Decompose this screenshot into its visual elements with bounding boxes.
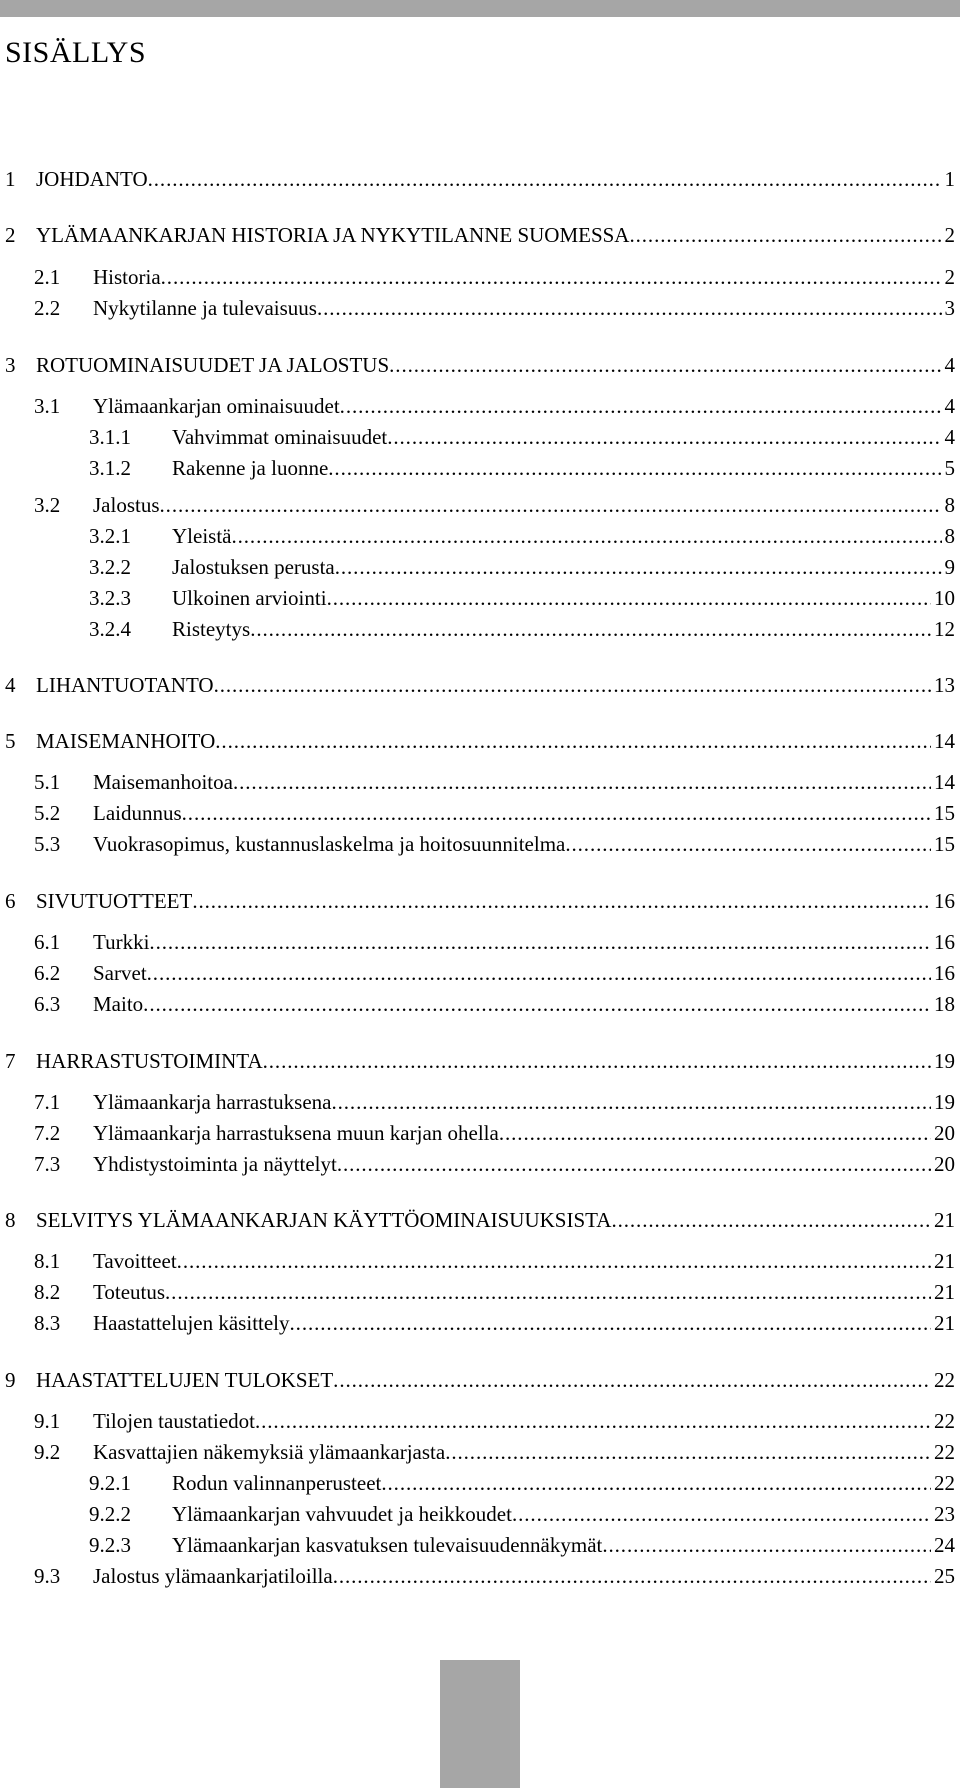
toc-entry-title: SELVITYS YLÄMAANKARJAN KÄYTTÖOMINAISUUKSISTA xyxy=(36,1208,612,1232)
toc-entry[interactable] xyxy=(0,1561,960,1591)
toc-entry-number: 8.1 xyxy=(34,1249,61,1273)
toc-entry[interactable] xyxy=(0,886,960,916)
toc-entry-number: 2.1 xyxy=(34,265,61,289)
toc-leader-dots xyxy=(565,829,931,859)
toc-leader-dots xyxy=(499,1118,931,1148)
toc-entry-line xyxy=(93,391,955,421)
toc-entry-title: Jalostuksen perusta xyxy=(172,555,335,579)
toc-entry-page: 4 xyxy=(944,425,955,449)
toc-entry-line xyxy=(172,614,955,644)
toc-entry-number: 8 xyxy=(5,1208,16,1232)
toc-entry[interactable] xyxy=(0,989,960,1019)
toc-entry[interactable] xyxy=(0,1499,960,1529)
toc-entry-title: Ylämaankarja harrastuksena xyxy=(93,1090,332,1114)
toc-entry-title: Rodun valinnanperusteet xyxy=(172,1471,382,1495)
toc-entry-page: 21 xyxy=(934,1311,955,1335)
toc-leader-dots xyxy=(215,726,931,756)
toc-leader-dots xyxy=(327,583,931,613)
toc-entry-page: 4 xyxy=(944,394,955,418)
toc-entry-page: 22 xyxy=(934,1471,955,1495)
toc-entry-line xyxy=(172,453,955,483)
toc-entry-page: 21 xyxy=(934,1249,955,1273)
toc-entry-title: Vahvimmat ominaisuudet xyxy=(172,425,388,449)
toc-leader-dots xyxy=(214,670,931,700)
toc-entry-title: Vuokrasopimus, kustannuslaskelma ja hoitosuunnitelma xyxy=(93,832,566,856)
toc-entry-line xyxy=(93,1561,955,1591)
toc-entry-number: 3.1 xyxy=(34,394,61,418)
toc-leader-dots xyxy=(149,927,931,957)
toc-leader-dots xyxy=(233,767,931,797)
toc-entry-number: 9.2.2 xyxy=(89,1502,131,1526)
toc-entry[interactable] xyxy=(0,552,960,582)
toc-entry-title: Ylämaankarjan kasvatuksen tulevaisuudennäkymät xyxy=(172,1533,603,1557)
toc-entry-line xyxy=(36,670,955,700)
toc-entry-page: 19 xyxy=(934,1049,955,1073)
toc-entry-number: 5.1 xyxy=(34,770,61,794)
toc-leader-dots xyxy=(317,293,942,323)
toc-entry-line xyxy=(93,1437,955,1467)
toc-entry-number: 9.2 xyxy=(34,1440,61,1464)
toc-entry-number: 3.2.1 xyxy=(89,524,131,548)
toc-leader-dots xyxy=(328,453,941,483)
toc-leader-dots xyxy=(263,1046,931,1076)
toc-leader-dots xyxy=(160,490,942,520)
toc-entry-line xyxy=(93,293,955,323)
toc-entry-title: Maisemanhoitoa xyxy=(93,770,233,794)
toc-entry-line xyxy=(172,583,955,613)
toc-entry-number: 5.2 xyxy=(34,801,61,825)
toc-entry-title: HAASTATTELUJEN TULOKSET xyxy=(36,1368,334,1392)
toc-entry-page: 12 xyxy=(934,617,955,641)
top-decorative-bar xyxy=(0,0,960,17)
toc-entry-number: 3.1.1 xyxy=(89,425,131,449)
toc-entry-number: 6.1 xyxy=(34,930,61,954)
toc-entry[interactable] xyxy=(0,614,960,644)
toc-entry-page: 15 xyxy=(934,832,955,856)
toc-entry-number: 9 xyxy=(5,1368,16,1392)
toc-entry-number: 7.3 xyxy=(34,1152,61,1176)
toc-entry-number: 7.1 xyxy=(34,1090,61,1114)
toc-leader-dots xyxy=(182,798,931,828)
toc-entry-page: 16 xyxy=(934,961,955,985)
toc-entry-line xyxy=(93,798,955,828)
toc-entry[interactable] xyxy=(0,1205,960,1235)
toc-entry-number: 9.3 xyxy=(34,1564,61,1588)
toc-leader-dots xyxy=(192,886,931,916)
toc-entry-page: 16 xyxy=(934,930,955,954)
toc-entry-title: Tilojen taustatiedot xyxy=(93,1409,255,1433)
toc-entry-page: 18 xyxy=(934,992,955,1016)
toc-entry[interactable] xyxy=(0,422,960,452)
toc-entry[interactable] xyxy=(0,350,960,380)
toc-leader-dots xyxy=(148,164,942,194)
toc-entry-number: 5.3 xyxy=(34,832,61,856)
toc-entry-title: ROTUOMINAISUUDET JA JALOSTUS xyxy=(36,353,390,377)
toc-entry-number: 6.3 xyxy=(34,992,61,1016)
toc-entry-title: Laidunnus xyxy=(93,801,182,825)
toc-leader-dots xyxy=(290,1308,931,1338)
toc-entry-line xyxy=(93,490,955,520)
toc-entry-line xyxy=(36,1365,955,1395)
toc-entry-page: 21 xyxy=(934,1208,955,1232)
toc-entry-title: Maito xyxy=(93,992,144,1016)
toc-entry[interactable] xyxy=(0,670,960,700)
toc-entry-number: 3.2 xyxy=(34,493,61,517)
toc-leader-dots xyxy=(143,989,931,1019)
toc-leader-dots xyxy=(177,1246,931,1276)
toc-entry-number: 3.1.2 xyxy=(89,456,131,480)
toc-leader-dots xyxy=(335,552,942,582)
toc-entry[interactable] xyxy=(0,767,960,797)
toc-entry-page: 2 xyxy=(944,223,955,247)
toc-entry-page: 19 xyxy=(934,1090,955,1114)
toc-entry-title: Tavoitteet xyxy=(93,1249,177,1273)
toc-leader-dots xyxy=(611,1205,931,1235)
toc-entry-page: 10 xyxy=(934,586,955,610)
toc-entry-line xyxy=(93,1087,955,1117)
toc-entry-number: 1 xyxy=(5,167,16,191)
toc-entry-title: Ylämaankarjan vahvuudet ja heikkoudet xyxy=(172,1502,512,1526)
toc-entry-title: Yleistä xyxy=(172,524,232,548)
toc-entry-number: 9.1 xyxy=(34,1409,61,1433)
toc-leader-dots xyxy=(147,958,931,988)
toc-entry-line xyxy=(36,220,955,250)
toc-entry-line xyxy=(93,927,955,957)
toc-entry-line xyxy=(36,726,955,756)
toc-entry-line xyxy=(172,1499,955,1529)
toc-entry-page: 4 xyxy=(944,353,955,377)
toc-entry-number: 5 xyxy=(5,729,16,753)
toc-entry[interactable] xyxy=(0,1277,960,1307)
toc-entry[interactable] xyxy=(0,1406,960,1436)
toc-entry[interactable] xyxy=(0,164,960,194)
toc-entry-line xyxy=(93,958,955,988)
toc-entry-page: 14 xyxy=(934,770,955,794)
toc-entry[interactable] xyxy=(0,1365,960,1395)
toc-entry[interactable] xyxy=(0,726,960,756)
toc-entry-page: 8 xyxy=(944,493,955,517)
toc-entry-number: 9.2.3 xyxy=(89,1533,131,1557)
toc-entry-title: HARRASTUSTOIMINTA xyxy=(36,1049,263,1073)
toc-entry-page: 16 xyxy=(934,889,955,913)
toc-entry-title: Nykytilanne ja tulevaisuus xyxy=(93,296,317,320)
toc-entry[interactable] xyxy=(0,490,960,520)
toc-entry-line xyxy=(36,1046,955,1076)
toc-entry-page: 5 xyxy=(944,456,955,480)
footer-page-box xyxy=(440,1660,520,1788)
toc-entry-number: 7 xyxy=(5,1049,16,1073)
toc-entry[interactable] xyxy=(0,1246,960,1276)
toc-leader-dots xyxy=(333,1365,931,1395)
toc-entry-title: YLÄMAANKARJAN HISTORIA JA NYKYTILANNE SUOMESSA xyxy=(36,223,630,247)
toc-leader-dots xyxy=(381,1468,931,1498)
toc-entry-number: 2.2 xyxy=(34,296,61,320)
toc-entry-title: Ylämaankarja harrastuksena muun karjan ohella xyxy=(93,1121,499,1145)
toc-entry-number: 3.2.4 xyxy=(89,617,131,641)
toc-entry-line xyxy=(36,1205,955,1235)
toc-entry-number: 6.2 xyxy=(34,961,61,985)
toc-entry-line xyxy=(172,422,955,452)
toc-entry[interactable] xyxy=(0,829,960,859)
toc-entry-page: 21 xyxy=(934,1280,955,1304)
toc-entry-title: Jalostus xyxy=(93,493,160,517)
toc-entry-title: SIVUTUOTTEET xyxy=(36,889,193,913)
toc-entry-line xyxy=(36,164,955,194)
toc-entry-line xyxy=(172,521,955,551)
toc-entry-line xyxy=(93,262,955,292)
toc-entry-title: Turkki xyxy=(93,930,150,954)
toc-entry-number: 7.2 xyxy=(34,1121,61,1145)
toc-leader-dots xyxy=(340,391,942,421)
toc-entry[interactable] xyxy=(0,1118,960,1148)
toc-entry-page: 20 xyxy=(934,1121,955,1145)
toc-entry-title: Ulkoinen arviointi xyxy=(172,586,327,610)
toc-entry-page: 1 xyxy=(944,167,955,191)
toc-leader-dots xyxy=(629,220,941,250)
toc-entry-page: 9 xyxy=(944,555,955,579)
toc-entry-title: Haastattelujen käsittely xyxy=(93,1311,290,1335)
toc-entry-line xyxy=(93,1246,955,1276)
toc-entry-line xyxy=(93,767,955,797)
toc-leader-dots xyxy=(512,1499,931,1529)
toc-entry-number: 3.2.3 xyxy=(89,586,131,610)
toc-entry-number: 3 xyxy=(5,353,16,377)
toc-leader-dots xyxy=(255,1406,931,1436)
toc-leader-dots xyxy=(250,614,931,644)
toc-entry-line xyxy=(93,829,955,859)
toc-entry[interactable] xyxy=(0,453,960,483)
toc-entry-page: 8 xyxy=(944,524,955,548)
toc-entry-title: Sarvet xyxy=(93,961,147,985)
toc-entry-title: JOHDANTO xyxy=(36,167,148,191)
toc-entry-line xyxy=(36,886,955,916)
toc-entry-line xyxy=(93,1277,955,1307)
toc-entry-number: 6 xyxy=(5,889,16,913)
toc-leader-dots xyxy=(389,350,941,380)
toc-entry-page: 15 xyxy=(934,801,955,825)
toc-leader-dots xyxy=(231,521,941,551)
toc-leader-dots xyxy=(337,1149,931,1179)
toc-entry-title: MAISEMANHOITO xyxy=(36,729,216,753)
toc-entry-page: 22 xyxy=(934,1440,955,1464)
toc-entry-line xyxy=(172,1530,955,1560)
toc-entry-line xyxy=(93,989,955,1019)
toc-entry-number: 3.2.2 xyxy=(89,555,131,579)
toc-entry[interactable] xyxy=(0,1437,960,1467)
toc-entry-title: Kasvattajien näkemyksiä ylämaankarjasta xyxy=(93,1440,446,1464)
toc-entry-line xyxy=(93,1406,955,1436)
toc-entry-page: 23 xyxy=(934,1502,955,1526)
toc-entry-number: 4 xyxy=(5,673,16,697)
toc-entry[interactable] xyxy=(0,1046,960,1076)
toc-entry-title: Yhdistystoiminta ja näyttelyt xyxy=(93,1152,337,1176)
toc-leader-dots xyxy=(331,1087,931,1117)
toc-entry[interactable] xyxy=(0,262,960,292)
toc-entry-page: 14 xyxy=(934,729,955,753)
toc-entry[interactable] xyxy=(0,1308,960,1338)
toc-entry-title: Historia xyxy=(93,265,161,289)
toc-leader-dots xyxy=(387,422,941,452)
toc-entry-page: 2 xyxy=(944,265,955,289)
toc-entry-number: 8.2 xyxy=(34,1280,61,1304)
toc-entry-page: 20 xyxy=(934,1152,955,1176)
toc-entry[interactable] xyxy=(0,293,960,323)
toc-entry-line xyxy=(93,1118,955,1148)
toc-leader-dots xyxy=(161,262,942,292)
toc-entry[interactable] xyxy=(0,391,960,421)
toc-entry-page: 3 xyxy=(944,296,955,320)
toc-entry-line xyxy=(93,1308,955,1338)
toc-title: SISÄLLYS xyxy=(5,36,147,69)
toc-entry-title: Rakenne ja luonne xyxy=(172,456,329,480)
toc-entry[interactable] xyxy=(0,927,960,957)
toc-entry-title: Toteutus xyxy=(93,1280,166,1304)
toc-entry-number: 8.3 xyxy=(34,1311,61,1335)
toc-entry-number: 9.2.1 xyxy=(89,1471,131,1495)
toc-entry[interactable] xyxy=(0,1530,960,1560)
toc-leader-dots xyxy=(602,1530,931,1560)
toc-entry-line xyxy=(93,1149,955,1179)
toc-entry-page: 22 xyxy=(934,1409,955,1433)
toc-leader-dots xyxy=(445,1437,931,1467)
toc-entry-page: 25 xyxy=(934,1564,955,1588)
toc-entry-title: Risteytys xyxy=(172,617,251,641)
toc-entry[interactable] xyxy=(0,220,960,250)
toc-leader-dots xyxy=(165,1277,931,1307)
toc-entry-number: 2 xyxy=(5,223,16,247)
toc-entry-line xyxy=(36,350,955,380)
toc-entry[interactable] xyxy=(0,583,960,613)
toc-entry-title: Jalostus ylämaankarjatiloilla xyxy=(93,1564,333,1588)
toc-entry-title: Ylämaankarjan ominaisuudet xyxy=(93,394,340,418)
toc-entry-page: 22 xyxy=(934,1368,955,1392)
toc-entry-line xyxy=(172,1468,955,1498)
toc-entry-line xyxy=(172,552,955,582)
toc-entry[interactable] xyxy=(0,1149,960,1179)
toc-entry-title: LIHANTUOTANTO xyxy=(36,673,214,697)
toc-entry[interactable] xyxy=(0,1468,960,1498)
toc-entry-page: 24 xyxy=(934,1533,955,1557)
toc-entry[interactable] xyxy=(0,521,960,551)
toc-entry[interactable] xyxy=(0,798,960,828)
toc-leader-dots xyxy=(333,1561,931,1591)
toc-entry[interactable] xyxy=(0,958,960,988)
toc-entry-page: 13 xyxy=(934,673,955,697)
toc-entry[interactable] xyxy=(0,1087,960,1117)
